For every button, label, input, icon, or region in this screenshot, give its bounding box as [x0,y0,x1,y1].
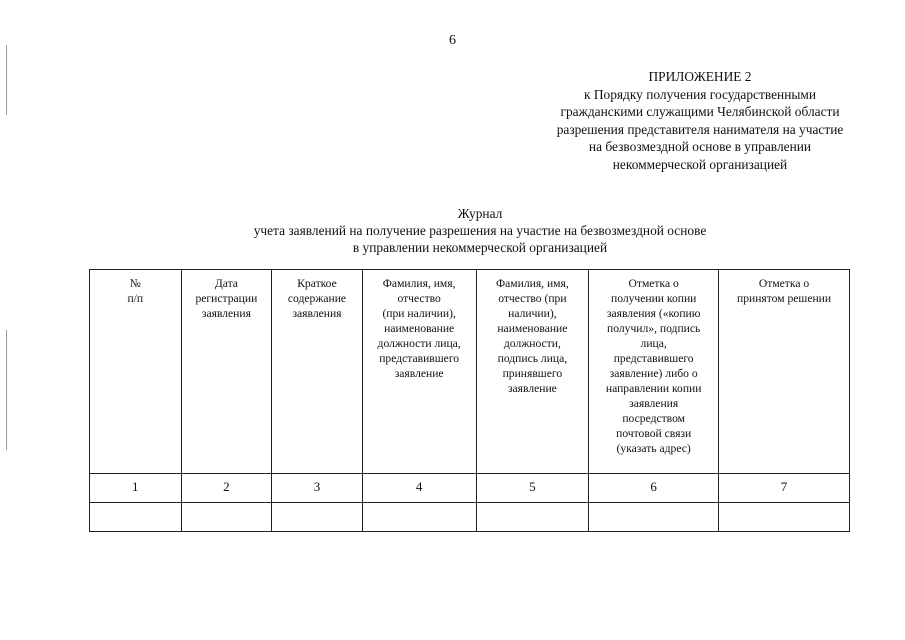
column-header-line: представившего [379,352,460,365]
column-header-line: Фамилия, имя, [496,277,569,290]
appendix-title: ПРИЛОЖЕНИЕ 2 [648,69,752,84]
column-header-line: наименование [497,322,568,335]
appendix-line: гражданскими служащими Челябинской области [560,104,840,119]
column-header-line: содержание [287,292,347,305]
column-number-cell: 2 [181,474,272,503]
column-header-line: посредством [622,412,685,425]
column-header-line: получении копии [610,292,697,305]
column-header-6 [589,270,719,474]
scan-edge-mark-top [6,45,7,115]
column-header-line: отчество (при [498,292,567,305]
empty-cell [181,503,272,532]
empty-cell [362,503,476,532]
column-header-line: почтовой связи [616,427,692,440]
journal-subtitle-line: в управлении некоммерческой организацией [352,240,608,255]
column-header-line: заявление) либо о [609,367,698,380]
table-row [90,503,850,532]
column-number-cell: 3 [272,474,363,503]
column-number-cell: 4 [362,474,476,503]
column-header-line: п/п [127,292,144,305]
empty-cell [719,503,850,532]
column-header-line: (при наличии), [382,307,456,320]
column-number-cell: 1 [90,474,182,503]
column-header-7 [719,270,850,474]
column-header-line: отчество [397,292,441,305]
column-header-line: получил», подпись [607,322,701,335]
appendix-line: разрешения представителя нанимателя на участие [556,121,844,137]
column-header-line: Фамилия, имя, [382,277,456,290]
column-header-line: должности лица, [377,337,461,350]
column-header-line: заявление [394,367,444,380]
column-header-line: заявление [507,382,557,395]
journal-subtitle-line: учета заявлений на получение разрешения на участие на безвозмездной основе [253,223,707,238]
column-header-line: заявления («копию [606,307,701,320]
column-header-3 [272,270,363,474]
appendix-header [520,68,880,173]
appendix-line: на безвозмездной основе в управлении [588,139,812,154]
column-number-cell: 6 [589,474,719,503]
appendix-line: к Порядку получения государственными [583,86,817,102]
column-header-1 [90,270,182,474]
column-header-line: направлении копии [605,382,702,395]
column-header-line: должности, [503,337,561,350]
column-header-line: Дата [214,277,238,290]
table-header-row [90,270,850,474]
column-header-4 [362,270,476,474]
empty-cell [476,503,589,532]
column-header-line: представившего [613,352,694,365]
column-header-line: подпись лица, [497,352,568,365]
journal-heading [180,205,780,256]
empty-cell [589,503,719,532]
journal-title: Журнал [457,206,503,221]
column-header-line: заявления [629,397,679,410]
scan-edge-mark-bottom [6,330,7,450]
column-header-5 [476,270,589,474]
column-header-line: Отметка о [758,277,810,290]
column-header-line: Краткое [297,277,337,290]
registration-journal-table [89,269,850,532]
column-number-cell: 5 [476,474,589,503]
column-header-line: принявшего [502,367,563,380]
appendix-line: некоммерческой организацией [612,156,788,172]
column-header-line: заявления [201,307,251,320]
column-header-2 [181,270,272,474]
page-number: 6 [449,33,456,48]
column-number-cell: 7 [719,474,850,503]
column-header-line: заявления [292,307,342,320]
column-header-line: регистрации [195,292,258,305]
column-header-line: наименование [384,322,455,335]
empty-cell [272,503,363,532]
column-header-line: лица, [640,337,667,350]
column-header-line: наличии), [508,307,557,320]
column-header-line: (указать адрес) [616,442,691,455]
empty-cell [90,503,182,532]
column-header-line: Отметка о [628,277,679,290]
column-header-line: № [129,277,141,290]
column-number-row [90,474,850,503]
column-header-line: принятом решении [736,292,832,305]
